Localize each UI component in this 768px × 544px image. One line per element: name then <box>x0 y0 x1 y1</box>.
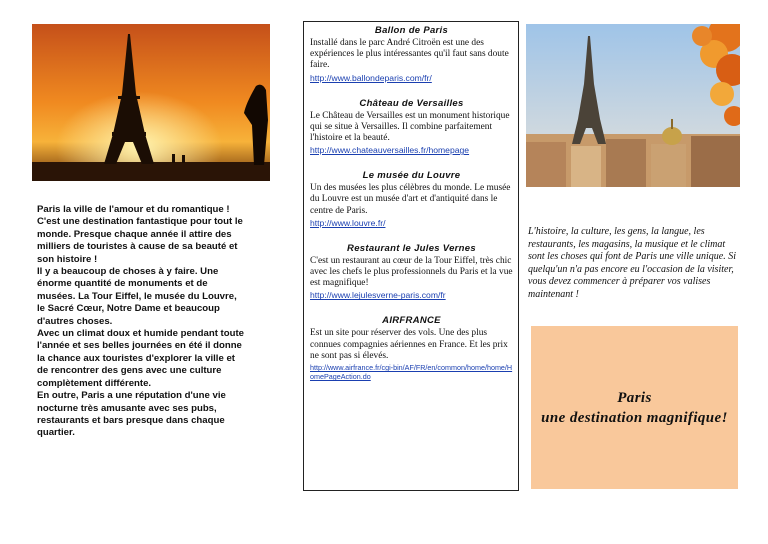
section-airfrance <box>310 315 513 381</box>
left-paragraph-2: Il y a beaucoup de choses à y faire. Une énorme quantité de monuments et de musées. La Tour Eiffel, le musée du Louvre, le Sacré Cœur, Notre Dame et beaucoup d'autres choses. <box>37 266 237 327</box>
section-title: Restaurant le Jules Vernes <box>347 242 476 254</box>
title-line-2: une destination magnifique! <box>541 409 728 426</box>
left-paragraph-4: En outre, Paris a une réputation d'une vie nocturne très amusante avec ses pubs, restaurants et bars presque dans chaque quartier. <box>37 390 226 439</box>
chateau-versailles-link[interactable]: http://www.chateauversailles.fr/homepage <box>310 145 470 156</box>
section-musee-du-louvre <box>310 170 513 229</box>
right-paragraph: L'histoire, la culture, les gens, la langue, les restaurants, les magasins, la musique et le climat sont les choses qui font de Paris une ville unique. Si quelqu'un n'a pas encore eu l'occasion de la visiter, vous devez commencer à préparer vos valises maintenant ! <box>528 226 737 300</box>
section-title: Château de Versailles <box>359 97 464 109</box>
paris-skyline-photo <box>526 24 740 187</box>
section-jules-vernes <box>310 243 513 302</box>
jules-verne-link[interactable]: http://www.lejulesverne-paris.com/fr <box>310 290 446 301</box>
section-title: AIRFRANCE <box>382 315 441 327</box>
title-line-1: Paris <box>617 389 652 406</box>
attractions-box <box>303 21 519 491</box>
airfrance-link[interactable]: http://www.airfrance.fr/cgi-bin/AF/FR/en/common/home/home/HomePageAction.do <box>310 363 513 382</box>
section-body: Un des musées les plus célèbres du monde. Le musée du Louvre est un musée d'art et d'antiquité dans le centre de Paris. <box>310 183 511 216</box>
right-column-text <box>528 226 740 302</box>
title-box <box>531 326 738 489</box>
section-title: Ballon de Paris <box>374 25 449 36</box>
left-paragraph-3: Avec un climat doux et humide pendant toute l'année et ses belles journées en été il donne la chance aux touristes d'explorer la ville et de rencontrer des gens avec une culture complètement différente. <box>37 328 244 389</box>
louvre-link[interactable]: http://www.louvre.fr/ <box>310 217 386 228</box>
section-body: Le Château de Versailles est un monument historique qui se situe à Versailles. Il combine parfaitement l'histoire et la beauté. <box>310 110 510 144</box>
section-body: C'est un restaurant au cœur de la Tour Eiffel, très chic avec les chefs le plus professionnels du Paris et la vue est magnifique! <box>310 255 513 289</box>
section-ballon-de-paris <box>310 25 513 84</box>
left-column-text <box>37 204 245 440</box>
ballon-de-paris-link[interactable]: http://www.ballondeparis.com/fr/ <box>310 72 432 83</box>
section-title: Le musée du Louvre <box>362 170 461 182</box>
eiffel-sunset-photo <box>32 24 270 181</box>
section-body: Installé dans le parc André Citroën est une des expériences le plus intéressantes qu'il faut sans doute faire. <box>310 38 509 71</box>
section-body: Est un site pour réserver des vols. Une des plus connues compagnies aériennes en France. Et les prix ne sont pas si élevés. <box>310 328 508 361</box>
left-paragraph-1: Paris la ville de l'amour et du romantique ! C'est une destination fantastique pour tout le monde. Presque chaque année il attire des milliers de touristes à cause de sa beauté et son histoire ! <box>37 204 243 265</box>
section-chateau-de-versailles <box>310 98 513 157</box>
